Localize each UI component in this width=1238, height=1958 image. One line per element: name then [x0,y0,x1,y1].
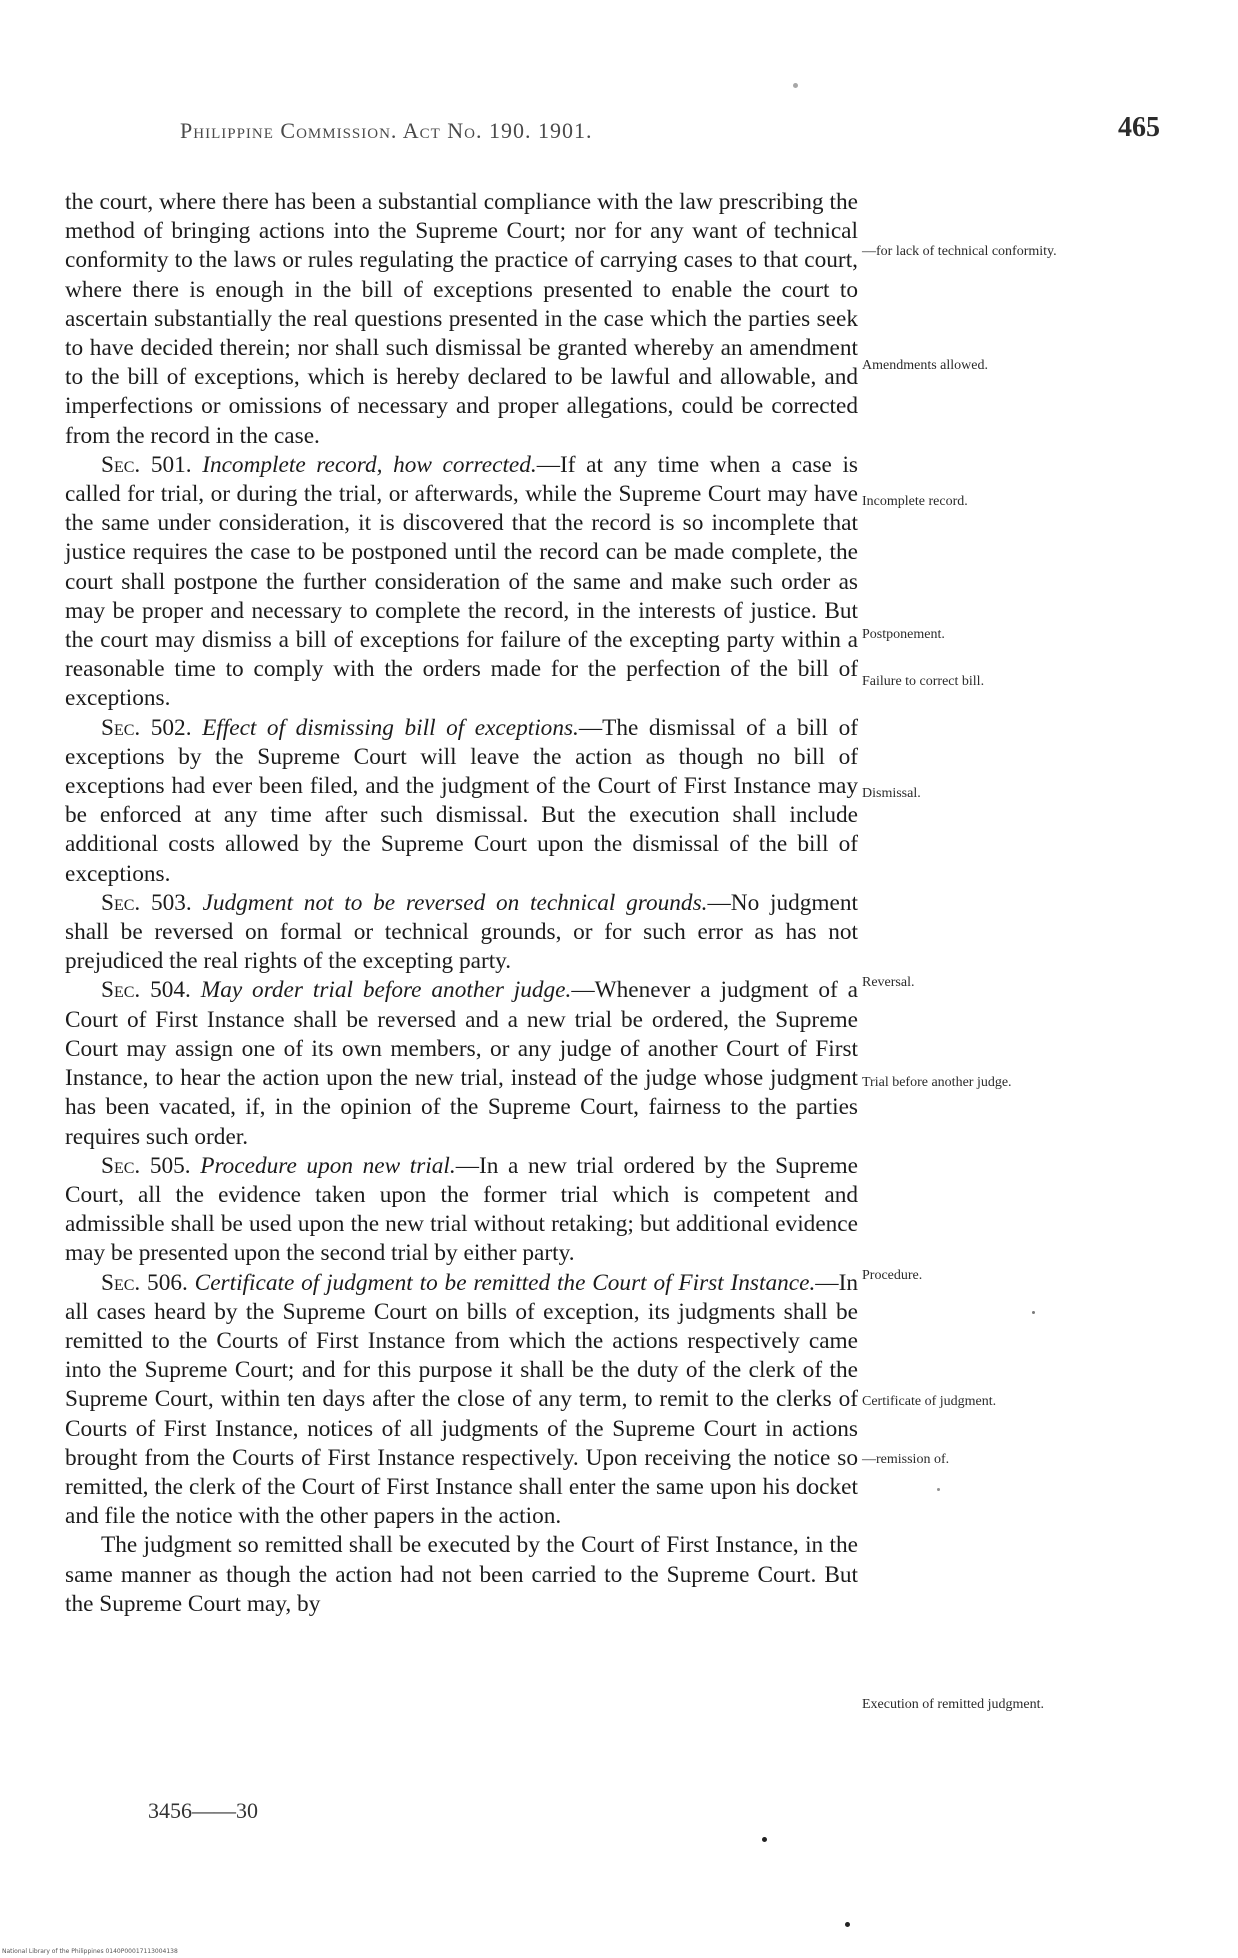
running-head: Philippine Commission. Act No. 190. 1901. [180,118,593,143]
scan-speck [845,1922,850,1927]
section-title: Procedure upon new trial. [200,1152,456,1179]
section-text: —If at any time when a case is called for trial, or during the trial, or afterwards, while the Supreme Court may have the same under consideration, it is discovered that the record is so incomplete that justice requires the case to be postponed until the record can be made complete, the court shall postpone the further consideration of the same and make such order as may be proper and necessary to complete the record, in the interests of justice. But the court may dismiss a bill of exceptions for failure of the excepting party within a reasonable time to comply with the orders made for the perfection of the bill of exceptions. [65,451,858,712]
section-label: Sec. 504. [101,977,191,1004]
section-title: Effect of dismissing bill of exceptions. [202,714,579,741]
section-label: Sec. 506. [101,1269,188,1296]
margin-note: Certificate of judgment. [862,1394,997,1409]
scan-speck [762,1837,767,1842]
section-505 [65,1152,858,1269]
section-text: —In all cases heard by the Supreme Court on bills of exception, its judgments shall be remitted to the Courts of First Instance from which the actions respectively came into the Supreme Court; and for this purpose it shall be the duty of the clerk of the Supreme Court, within ten days after the close of any term, to remit to the clerks of Courts of First Instance, notices of all judgments of the Supreme Court in actions brought from the Courts of First Instance respectively. Upon receiving the notice so remitted, the clerk of the Court of First Instance shall enter the same upon his docket and file the notice with the other papers in the action. [65,1269,858,1530]
section-title: Certificate of judgment to be remitted the Court of First Instance. [194,1269,816,1296]
section-506 [65,1269,858,1532]
section-title: Incomplete record, how corrected. [202,451,537,478]
margin-note: —remission of. [862,1452,950,1467]
paragraph-text: The judgment so remitted shall be executed by the Court of First Instance, in the same manner as though the action had not been carried to the Supreme Court. But the Supreme Court may, by [65,1532,858,1617]
section-502 [65,714,858,889]
margin-note: Postponement. [862,627,945,642]
section-501 [65,451,858,714]
scan-speck [937,1488,940,1491]
margin-note: —for lack of technical conformity. [862,244,1057,259]
section-503 [65,889,858,977]
margin-notes [862,0,1062,1958]
margin-note: Dismissal. [862,786,921,801]
section-label: Sec. 501. [101,451,192,478]
paragraph-text: the court, where there has been a substantial compliance with the law prescribing the method of bringing actions into the Supreme Court; nor for any want of technical conformity to the laws or rules regulating the practice of carrying cases to that court, where there is enough in the bill of exceptions presented to enable the court to ascertain substantially the real questions presented in the case which the parties seek to have decided therein; nor shall such dismissal be granted whereby an amendment to the bill of exceptions, which is hereby declared to be lawful and allowable, and imperfections or omissions of necessary and proper allegations, could be corrected from the record in the case. [65,189,858,449]
section-label: Sec. 505. [101,1152,191,1179]
margin-note: Procedure. [862,1268,923,1283]
margin-note: Trial before another judge. [862,1075,1012,1090]
section-title: May order trial before another judge. [200,977,572,1004]
page-number: 465 [1118,112,1160,143]
section-title: Judgment not to be reversed on technical grounds. [202,889,708,916]
signature-mark: 3456——30 [148,1798,258,1823]
library-credit: National Library of the Philippines 0140P00017113004138 [2,1948,178,1955]
scan-speck [1032,1311,1035,1314]
section-504 [65,976,858,1151]
body-text [65,188,858,1619]
scan-speck [793,83,798,88]
section-label: Sec. 503. [101,889,192,916]
section-text: —No judgment shall be reversed on formal or technical grounds, or for such error as has not prejudiced the real rights of the excepting party. [65,889,858,975]
section-label: Sec. 502. [101,714,192,741]
margin-note: Failure to correct bill. [862,674,985,689]
paragraph-remitted-judgment [65,1531,858,1619]
section-text: —The dismissal of a bill of exceptions by the Supreme Court will leave the action as though no bill of exceptions had ever been filed, and the judgment of the Court of First Instance may be enforced at any time after such dismissal. But the execution shall include additional costs allowed by the Supreme Court upon the dismissal of the bill of exceptions. [65,714,858,887]
paragraph-continuation [65,188,858,451]
section-text: —In a new trial ordered by the Supreme Court, all the evidence taken upon the former trial which is competent and admissible shall be used upon the new trial without retaking; but additional evidence may be presented upon the second trial by either party. [65,1152,859,1267]
margin-note: Amendments allowed. [862,358,988,373]
section-text: —Whenever a judgment of a Court of First Instance shall be reversed and a new trial be ordered, the Supreme Court may assign one of its own members, or any judge of another Court of First Instance, to hear the action upon the new trial, instead of the judge whose judgment has been vacated, if, in the opinion of the Supreme Court, fairness to the parties requires such order. [65,977,858,1150]
margin-note: Execution of remitted judgment. [862,1697,1044,1712]
margin-note: Incomplete record. [862,494,968,509]
margin-note: Reversal. [862,975,915,990]
